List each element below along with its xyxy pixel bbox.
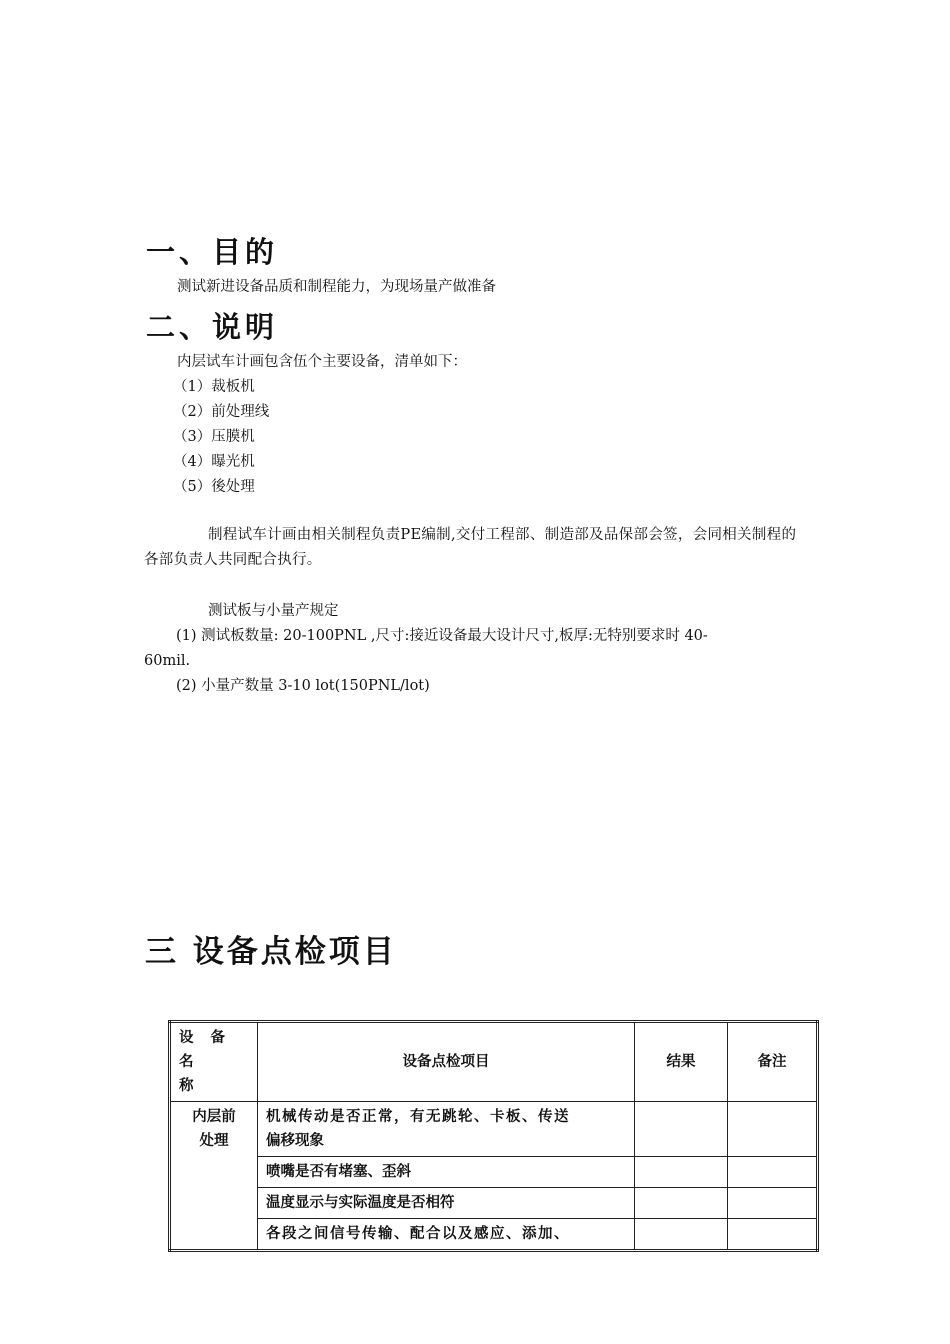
table-row (170, 1102, 818, 1157)
table-header-row (170, 1022, 818, 1102)
rule1-line1: (1) 测试板数量: 20-100PNL ,尺寸:接近设备最大设计尺寸,板厚:无特别要求时 40- (176, 628, 708, 644)
rule1-line2: 60mil. (144, 653, 191, 669)
process-paragraph: 制程试车计画由相关制程负责PE编制,交付工程部、制造部及品保部会签，会同相关制程的各部负责人共同配合执行。 (144, 527, 797, 568)
item-cell: 各段之间信号传输、配合以及感应、添加、 (258, 1219, 635, 1251)
table-row (170, 1219, 818, 1251)
section2-intro: 内层试车计画包含伍个主要设备，清单如下： (177, 354, 467, 370)
table-row (170, 1188, 818, 1219)
section1-text: 测试新进设备品质和制程能力，为现场量产做准备 (177, 279, 496, 295)
section3-heading: 三 设备点检项目 (145, 934, 397, 970)
inspection-table (168, 1020, 819, 1252)
equipment-list (173, 377, 269, 502)
note-cell (728, 1188, 818, 1219)
list-item: （1）裁板机 (173, 379, 255, 395)
item-cell: 温度显示与实际温度是否相符 (258, 1188, 635, 1219)
note-cell (728, 1102, 818, 1157)
rule2: (2) 小量产数量 3-10 lot(150PNL/lot) (176, 678, 430, 694)
note-cell (728, 1157, 818, 1188)
header-result: 结果 (635, 1022, 728, 1102)
header-inspection-item: 设备点检项目 (258, 1022, 635, 1102)
header-note: 备注 (728, 1022, 818, 1102)
list-item: （5）後处理 (173, 479, 255, 495)
result-cell (635, 1102, 728, 1157)
section1-heading: 一、目的 (146, 235, 279, 269)
result-cell (635, 1219, 728, 1251)
rules-title: 测试板与小量产规定 (208, 603, 339, 619)
list-item: （4）曝光机 (173, 454, 255, 470)
list-item: （2）前处理线 (173, 404, 270, 420)
note-cell (728, 1219, 818, 1251)
group-name-cell: 内层前 处理 (170, 1102, 258, 1251)
item-cell: 机械传动是否正常，有无跳轮、卡板、传送 偏移现象 (258, 1102, 635, 1157)
item-cell: 喷嘴是否有堵塞、歪斜 (258, 1157, 635, 1188)
result-cell (635, 1188, 728, 1219)
list-item: （3）压膜机 (173, 429, 255, 445)
section2-heading: 二、说明 (146, 310, 279, 344)
table-row (170, 1157, 818, 1188)
header-equipment-name: 设 备 名 称 (170, 1022, 258, 1102)
result-cell (635, 1157, 728, 1188)
